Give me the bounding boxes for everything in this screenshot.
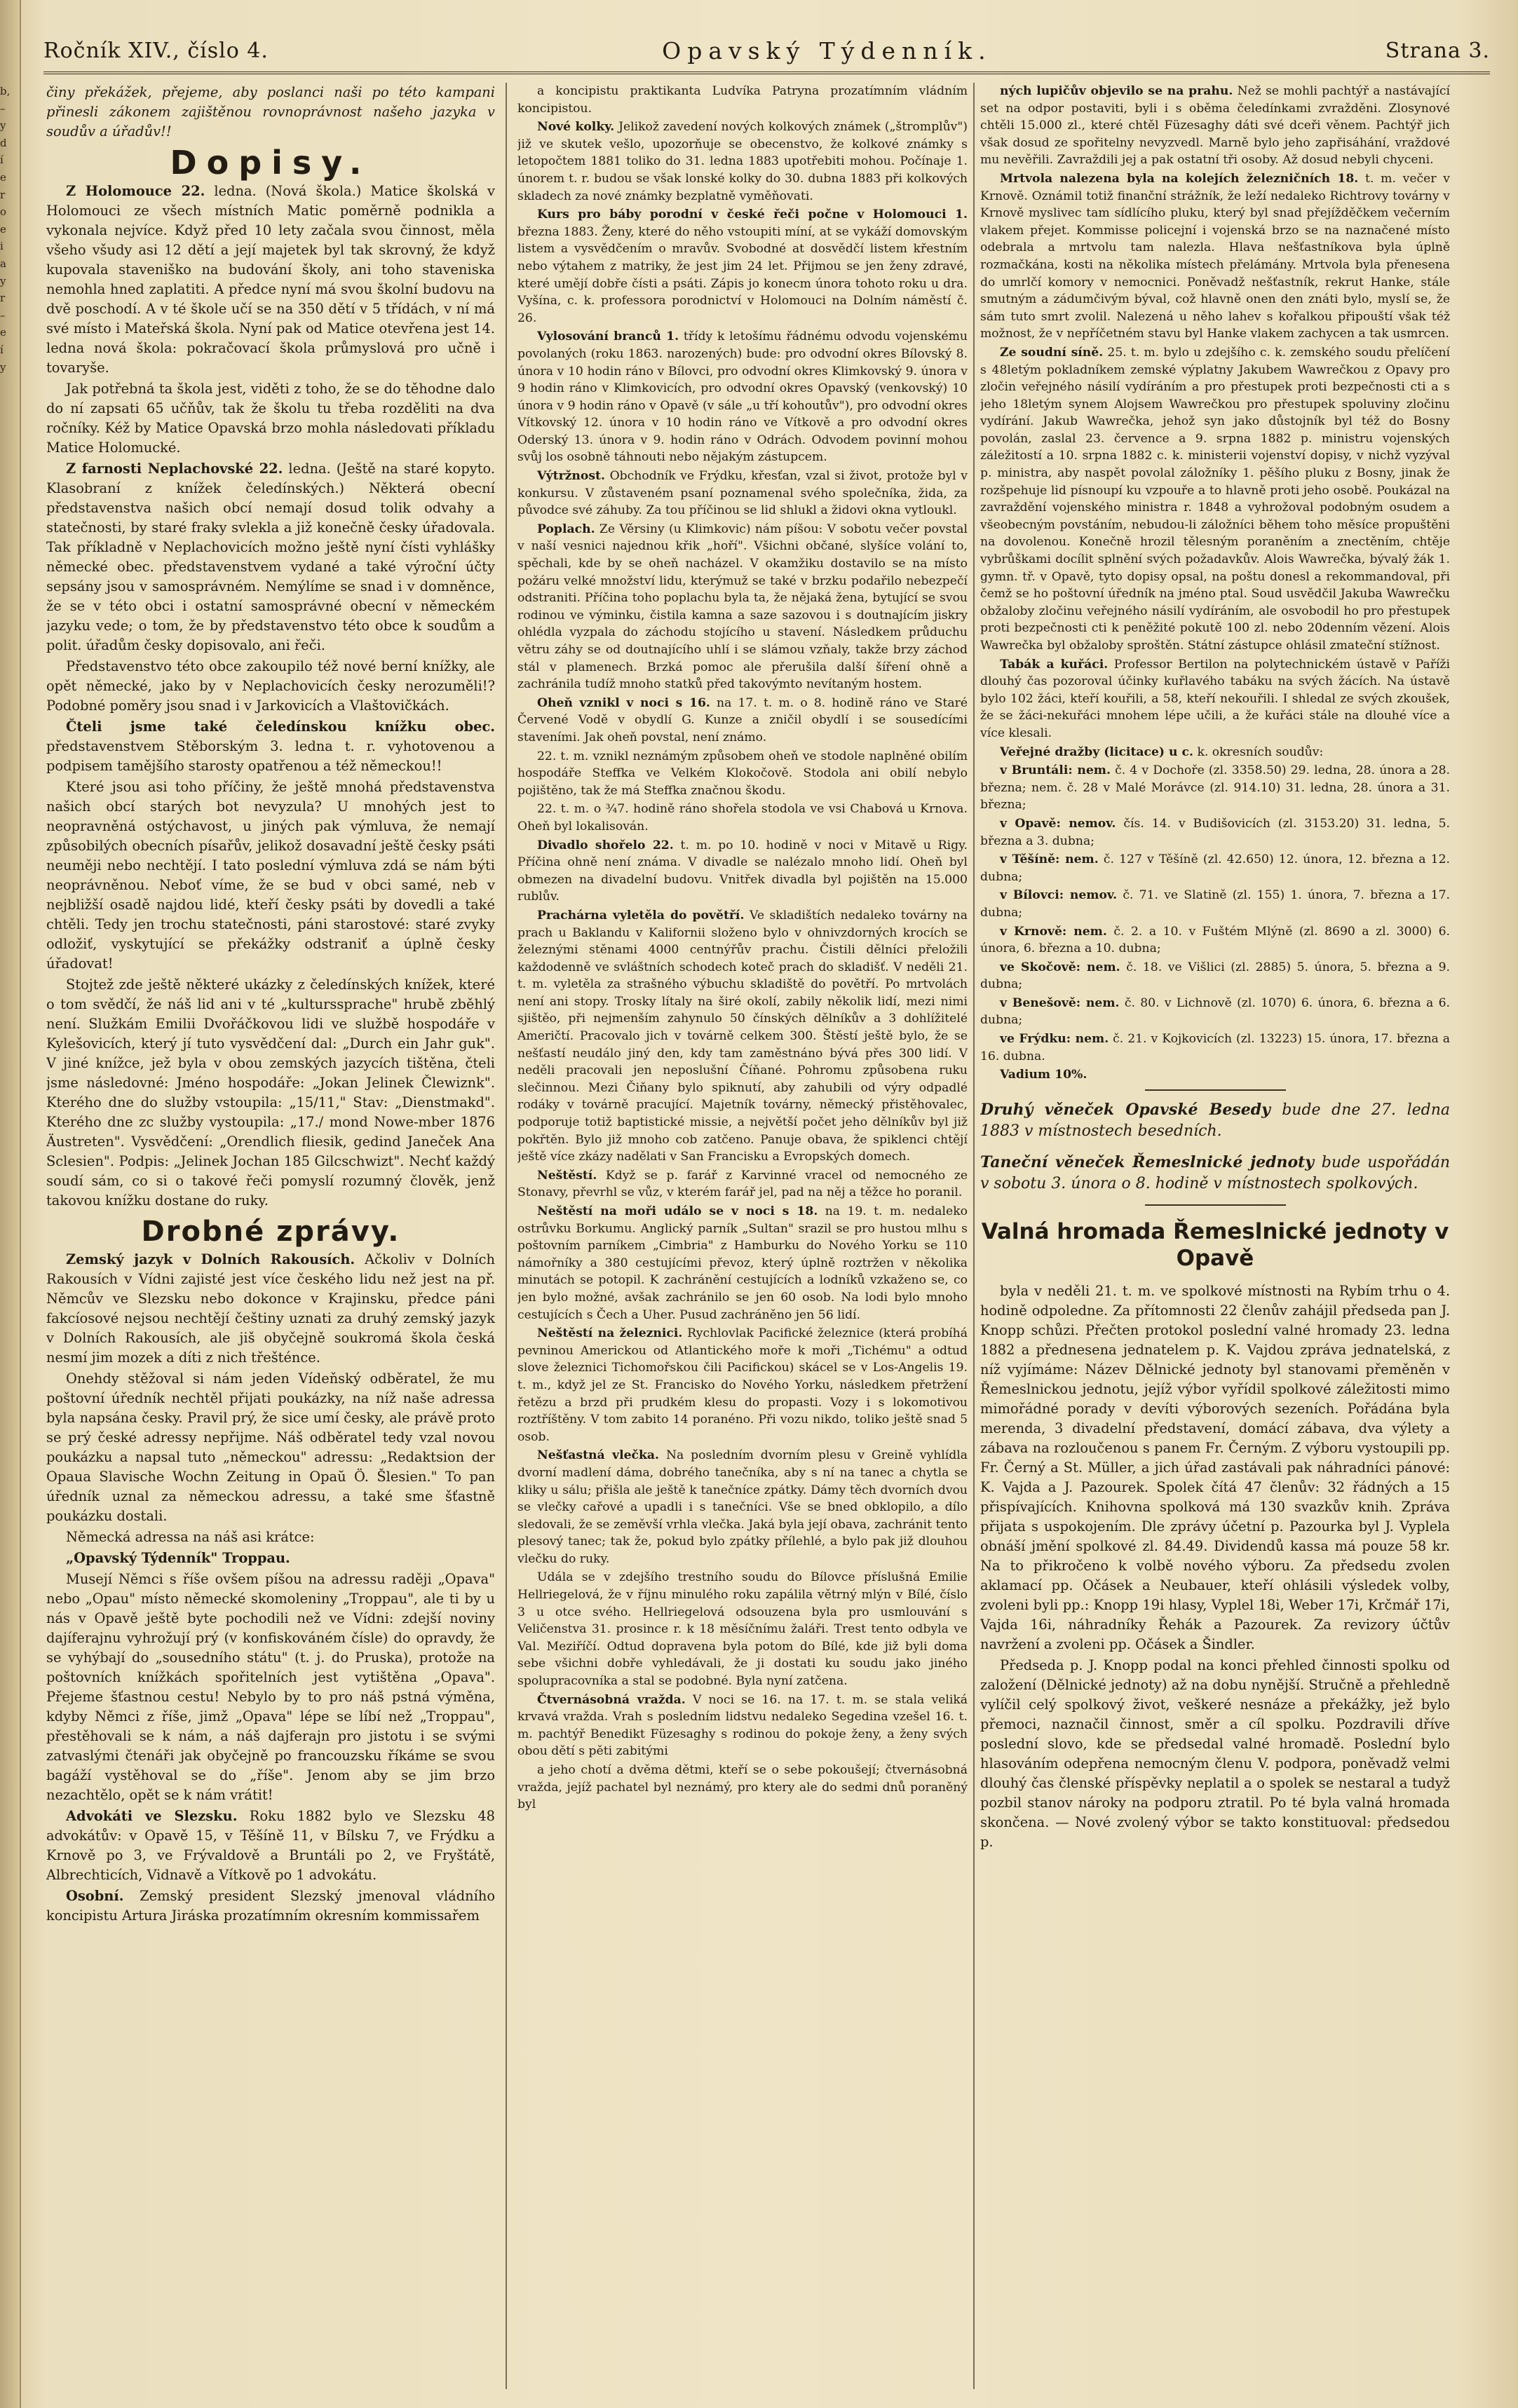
article-paragraph: Výtržnost. Obchodník ve Frýdku, křesťan, vzal si život, protože byl v konkursu. V zůstaveném psaní poznamenal svého společníka, žida, za původce své záhuby. Za tou příčinou se lid shlukl a židovi okna vytloukl. bbox=[517, 469, 968, 518]
article-paragraph: ve Frýdku: nem. č. 21. v Kojkovicích (zl. 13223) 15. února, 17. března a 16. dubna. bbox=[980, 1032, 1450, 1063]
article-paragraph: a jeho chotí a dvěma dětmi, kteří se o sebe pokoušejí; čtvernásobná vražda, jejíž pachatel byl neznámý, pro ktery ale do sedmi dnů poraněný byl bbox=[517, 1763, 968, 1812]
article-paragraph: Mrtvola nalezena byla na kolejích železničních 18. t. m. večer v Krnově. Oznámil totiž finanční strážník, že leží nedaleko Richtrovy továrny v Krnově myslivec tam sídlícího pluku, který byl snad přejížděčkem večerním vlakem přejet. Kommisse policejní i vojenská brzo se na naznačené místo odebrala a mrtvolu tam nalezla. Hlava nešťastníkova byla úplně rozmačkána, kosti na několika místech přelámány. Mrtvola byla přenesena do umrlčí komory v nemocnici. Poněvadž nešťastník, rekrut Hanke, stále smutným a zádumčivým býval, což hlavně onen den znáti bylo, myslí se, že sám tuto smrt zvolil. Nalezená u něho lahev s kořalkou připouští však též možnost, že v nepříčetném stavu byl Hanke vlakem zachycen a tak usmrcen. bbox=[980, 171, 1450, 341]
article-paragraph: v Krnově: nem. č. 2. a 10. v Fuštém Mlýně (zl. 8690 a zl. 3000) 6. února, 6. března a 10. dubna; bbox=[980, 924, 1450, 956]
edge-fragment: a bbox=[0, 257, 6, 270]
edge-fragment: i bbox=[0, 240, 4, 253]
article-paragraph: Nové kolky. Jelikož zavedení nových kolkových známek („štromplův") již ve skutek vešlo, upozorňuje se obecenstvo, že kolkové známky s letopočtem 1881 toliko do 31. ledna 1883 upotřebiti mohou. Počínaje 1. únorem t. r. budou se však lonské kolky do 30. dubna 1883 při kolkových skladech za nové známky bezplatně vyměňovati. bbox=[517, 120, 968, 203]
edge-fragment: y bbox=[0, 119, 6, 132]
edge-fragment: r bbox=[0, 188, 6, 201]
page-header bbox=[43, 29, 1490, 74]
article-paragraph: Oheň vznikl v noci s 16. na 17. t. m. o 8. hodině ráno ve Staré Červené Vodě v obydlí G. Kunze a zničil obydlí i se sousedícími staveními. Jak oheň povstal, není známo. bbox=[517, 695, 968, 744]
article-paragraph: Kurs pro báby porodní v české řeči počne v Holomouci 1. března 1883. Ženy, které do něho vstoupiti míní, at se vykáží domovským listem a vysvědčením o mravův. Svobodné at dosvědčí listem křestním nebo výtahem z matriky, že jest jim 24 let. Přijmou se jen ženy zdravé, které umějí dobře čísti a psáti. Zápis jo konecm února tohoto roku u dra. Vyšína, c. k. professora porodnictví v Holomouci na Dolním náměstí č. 26. bbox=[517, 208, 968, 325]
edge-fragment: b, bbox=[0, 85, 11, 97]
issue-info: Ročník XIV., číslo 4. bbox=[43, 38, 269, 63]
article-paragraph: Z farnosti Neplachovské 22. ledna. (Ještě na staré kopyto. Klasobraní z knížek čeledínských.) Některá obecní představenstva našich obcí nemají dosud tolik odvahy a statečnosti, by staré fraky svlekla a již konečně česky úřadovala. Tak příkladně v Neplachovicích možno ještě nyní čísti vyhlášky německé obec. představenstvem vydané a také výroční účty sepsány jsou v samosprávném. Nemýlíme se snad i v domněnce, že se v této obci i ostatní samosprávné obecní v německém jazyku vede; o tom, že by představenstvo této obce k soudům a polit. úřadům česky dopisovalo, ani řeči. bbox=[46, 460, 495, 653]
edge-fragment: í bbox=[0, 154, 4, 167]
valna-hromada-article bbox=[980, 1281, 1450, 1852]
separator-rule bbox=[1145, 1089, 1286, 1091]
article-paragraph: ných lupičův objevilo se na prahu. Než se mohli pachtýř a nastávající set na odpor postaviti, byli i s oběma čeledínkami zvražděni. Zlosynové chtěli 15.000 zl., které chtěl Füzesaghy dáti své dceři věnem. Pachtýř jich však dosud ze spořitelny nevyzvedl. Marně bylo jeho zapřisáhání, vraždové mu nevěřili. Zavraždili jej a pak ostatní tři osoby. Až dosud nebyli chyceni. bbox=[980, 84, 1450, 168]
article-paragraph: Čteli jsme také čeledínskou knížku obec. představenstvem Stěborským 3. ledna t. r. vyhotovenou a podpisem tamějšího starosty opatřenou a též německou!! bbox=[46, 718, 495, 774]
column-2 bbox=[517, 83, 968, 2389]
article-paragraph: v Bruntáli: nem. č. 4 v Dochoře (zl. 3358.50) 29. ledna, 28. února a 28. března; nem. č. 28 v Malé Morávce (zl. 914.10) 31. ledna, 28. února a 31. března; bbox=[980, 763, 1450, 812]
article-paragraph: a koncipistu praktikanta Ludvíka Patryna prozatímním vládním koncipistou. bbox=[517, 84, 968, 116]
edge-fragment: – bbox=[0, 102, 6, 115]
edge-fragment: y bbox=[0, 274, 6, 287]
previous-page-edge-text bbox=[0, 83, 24, 376]
edge-fragment: í bbox=[0, 343, 4, 356]
article-paragraph: Onehdy stěžoval si nám jeden Vídeňský odběratel, že mu poštovní úředník nechtěl přijati poukázky, na níž naše adressa byla napsána česky. Pravil prý, že sice umí česky, ale právě proto se prý české adressy nepřijme. Náš odběratel tedy vzal novou poukázku a napsal tuto „německou" adressu: „Redaktsion der Opaua Slavische Wochn Zeitung in Opaŭ Ö. Šlesien." To pan úředník uznal za německou adressu, a také sme šťastně poukázku dostali. bbox=[46, 1370, 495, 1525]
section-title-valna-hromada: Valná hromada Řemeslnické jednoty v Opavě bbox=[981, 1218, 1449, 1271]
edge-fragment: e bbox=[0, 170, 6, 184]
article-paragraph: Německá adressa na náš asi krátce: bbox=[66, 1529, 315, 1546]
article-paragraph: Představenstvo této obce zakoupilo též nové berní knížky, ale opět německé, jako by v Neplachovicích česky nerozuměli!? Podobné poměry jsou snad i v Jarkovicích a Vlaštovičkách. bbox=[46, 658, 495, 714]
article-paragraph: Čtvernásobná vražda. V noci se 16. na 17. t. m. se stala veliká krvavá vražda. Vrah s posledním lidstvu nedaleko Segedina vzešel 16. t. m. pachtýř Benedikt Füzesaghy s rodinou do pokoje ženy, a ženy svých obou dětí s pěti zabitými bbox=[517, 1692, 968, 1759]
edge-fragment: e bbox=[0, 326, 6, 339]
article-paragraph: Neštěstí. Když se p. farář z Karvinné vracel od nemocného ze Stonavy, převrhl se vůz, v kterém farář jel, pad na něj a těžce ho poranil. bbox=[517, 1168, 968, 1200]
masthead-title: Opavský Týdenník. bbox=[662, 36, 992, 64]
section-title-dopisy: Dopisy. bbox=[170, 144, 372, 182]
article-paragraph: „Opavský Týdenník" Troppau. bbox=[66, 1550, 290, 1567]
article-paragraph: Které jsou asi toho příčiny, že ještě mnohá představenstva našich obcí starých bot nevyzula? U mnohých jest to neopravněná ostýchavost, u jiných pak výmluva, že nemají způsobilých obecních písařův, jelikož dosavadní ještě česky psáti neuměji nebo nechtějí. I tato poslední výmluva zdá se nám býti neoprávněnou. Neboť víme, že se bud v obci samé, neb v nejbližší osadě najdou lidé, kteří česky psáti by dovedli a také chtěli. Tedy jen trochu statečnosti, páni starostové: staré zvyky odložiť, vyskytující se překážky odstraniť a úplně česky úřadovat! bbox=[46, 778, 495, 972]
page-number: Strana 3. bbox=[1385, 38, 1490, 63]
article-paragraph: Veřejné dražby (licitace) u c. k. okresních soudův: bbox=[1000, 744, 1324, 759]
event-announcements bbox=[980, 1099, 1450, 1195]
article-paragraph: Jak potřebná ta škola jest, viděti z toho, že se do těhodne dalo do ní zapsati 65 učňův, tak že školu tu třeba rozděliti na dva ročníky. Kéž by Matice Opavská brzo mohla následovati příkladu Matice Holomucké. bbox=[46, 380, 495, 456]
section-title-drobne-zpravy: Drobné zprávy. bbox=[141, 1215, 400, 1248]
article-paragraph: 22. t. m. o ¾7. hodině ráno shořela stodola ve vsi Chabová u Krnova. Oheň byl lokalisován. bbox=[517, 802, 968, 834]
edge-fragment: y bbox=[0, 360, 6, 374]
drobne-zpravy-articles bbox=[46, 1250, 495, 1926]
article-paragraph: Neštěstí na železnici. Rychlovlak Pacifické železnice (která probíhá pevninou Americkou od Atlantického moře k moři „Tichému" a odtud slove železnici Tichomořskou čili Pacifickou) skácel se v Los-Angelis 19. t. m., když jel ze St. Francisko do Nového Yorku, následkem přetržení řetězu a brzd při prudkém klesu do propasti. Vozy i s lokomotivou roztříštěny. V tom zabito 14 poranéno. Při vozu nikdo, toliko ještě snad 5 osob. bbox=[517, 1326, 968, 1444]
article-paragraph: Advokáti ve Slezsku. Roku 1882 bylo ve Slezsku 48 advokátův: v Opavě 15, v Těšíně 11, v Bílsku 7, ve Frýdku a Krnově po 3, ve Frývaldově a Bruntáli po 2, ve Fryštátě, Albrechticích, Vidnavě a Vítkově po 1 advokátu. bbox=[46, 1808, 495, 1884]
edge-fragment: o bbox=[0, 205, 7, 219]
event-announcement: Taneční věneček Řemeslnické jednoty bude uspořádán v sobotu 3. února o 8. hodině v místnostech spolkových. bbox=[980, 1152, 1450, 1192]
article-paragraph: Musejí Němci s říše ovšem píšou na adressu raději „Opava" nebo „Opau" místo německé skomoleniny „Troppau", ale ti by u nás v Opavě ještě byte pochodili než ve Vídni: zdejší noviny dajíferajnu vyhrožují prý (v konfiskováném čísle) do opravdy, že se vyhýbají do „sousedního státu" (t. j. do Pruska), protože na poštovních knížkách spořitelních jest vytištěna „Opava". Přejeme šťastnou cestu! Nebylo by to pro náš pstná výměna, kdyby Němci z říše, jimž „Opava" lépe se líbí než „Troppau", přestěhovali se k nám, a náš dajferajn pro jistotu i se svými zatvaslými čtenáři jak obyčejně po francouzsku říkáme se svou bagáží vystěhoval se do „říše". Jenom aby se jim brzo nezachtělo, opět se k nám vrátit! bbox=[46, 1571, 495, 1804]
column-divider bbox=[506, 83, 507, 2389]
article-paragraph: Nešťastná vlečka. Na posledním dvorním plesu v Greině vyhlídla dvorní madlení dáma, dobrého tanečníka, aby s ní na tanec a chytla se kliky u sálu; přišla ale ještě k tanečníce zpátky. Dámy těch dvorních dvou se vlečky cařové a upadli i s tanečníci. Vše se bned obklopilo, a dílo sledovali, že se zeměvší vrhla vlečka. Jaká byla její obava, zachránit tento plesový tanec; tak že, pokud bylo zpátky přílehlé, a bylo pak již dlouhou vlečku do ruky. bbox=[517, 1448, 968, 1566]
event-announcement: Druhý věneček Opavské Besedy bude dne 27. ledna 1883 v místnostech besedních. bbox=[980, 1100, 1450, 1140]
article-paragraph: Divadlo shořelo 22. t. m. po 10. hodině v noci v Mitavě u Rigy. Příčina ohně není známa. V divadle se nalézalo mnoho lidí. Oheň byl obmezen na divadelní budovu. Vnitřek divadla byl pojištěn na 15.000 rublův. bbox=[517, 838, 968, 904]
article-paragraph: Ze soudní síně. 25. t. m. bylo u zdejšího c. k. zemského soudu přelíčení s 48letým pokladníkem zemské výplatny Jakubem Wawrečkou z Opavy pro zločin veřejného násilí vydíráním a pro přestupek proti bezpečnosti cti a s jeho 18letým synem Alojsem Wawrečkou pro přestupek spoluviny zločinu vydírání. Jakub Wawrečka, jehož syn jako důstojník byl též do Bosny povolán, zaslal 23. července a 9. srpna 1882 p. ministru vojenských záležitostí a 10. srpna 1882 c. k. ministerii vojenství dopisy, v nichž vyzýval p. ministra, aby naspět povolal záložníky 1. pěšího pluku z Bosny, jinak že rozšpehuje lid písnoupí ku vzpouře a to hlavně proti jeho osobě. Poukázal na zavraždění vojenského ministra r. 1848 a vyhrožoval podobným osudem a všeobecným povstáním, nebudou-li záložníci během toho měsíce propuštěni na dovolenou. Konečně hrozil tělesným poraněním a znectěním, chtěje vybrůškami docílit splnění svých požadavkův. Alois Wawrečka, bývalý žák 1. gymn. tř. v Opavě, tyto dopisy opsal, na poštu donesl a rekommandoval, při čemž se ho poštovní úředník na jméno ptal. Soud usvědčil Jakuba Wawrečku obžaloby zločinu veřejného násilí vydíráním, ale osvobodil ho pro přestupek proti bezpečnosti cti k peněžité pokutě 100 zl. nebo 20denním vězení. Alois Wawrečka byl obžaloby sproštěn. Státní zástupce ohlásil zmateční stížnost. bbox=[980, 345, 1450, 653]
article-paragraph: Předseda p. J. Knopp podal na konci přehled činnosti spolku od založení (Dělnické jednoty) až na dobu nynější. Stručně a přehledně vylíčil celý spolkový život, veškeré nesnáze a překážky, jež bylo přemoci, naznačil činnost, směr a cíl spolku. Pozdravili dříve poslední slovo, kde se předsedal valné hromadě. Poslední bylo hlasováním odepřena nemocným členu V. podpora, poněvadž velmi dlouhý čas členské příspěvky neplatil a o spolek se nestaral a tudyž pozbil stanov nároky na podporu ztratil. Po té byla valná hromada skončena. — Nové zvolený výbor se takto konstituoval: předsedou p. bbox=[980, 1657, 1450, 1850]
news-articles bbox=[517, 83, 968, 1814]
article-paragraph: Vylosování branců 1. třídy k letošímu řádnému odvodu vojenskému povolaných (roku 1863. narozených) bude: pro odvodní okres Bílovský 8. února v 10 hodin ráno v Bílovci, pro odvodní okres Klimkovský 9. února v 9 hodin ráno v Klimkovicích, pro odvodní okres Opavský (venkovský) 10 února v 9 hodin ráno v Opavě (v sále „u tří kohoutův"), pro odvodní okres Vítkovský 12. února v 10 hodin ráno ve Vítkově a pro odvodní okres Oderský 13. února v 9. hodin ráno v Odrách. Odvodem povinní mohou svůj los osobně táhnouti nebo nějakým zástupcem. bbox=[517, 329, 968, 465]
article-paragraph: Neštěstí na moři událo se v noci s 18. na 19. t. m. nedaleko ostrůvku Borkumu. Anglický parník „Sultan" srazil se pro hustou mlhu s poštovním parníkem „Cimbria" z Hamburku do Nového Yorku se 110 námořníky a 380 cestujícími převoz, který úplně roztržen v několika minutách se potopil. K zachránění cestujících a lodníků vzkaženo se, co jen bylo možné, avšak zachránilo se jen 60 osob. Na lodi bylo mnoho cestujících s Čech a Uher. Pusud zachráněno jen 56 lidí. bbox=[517, 1204, 968, 1322]
article-paragraph: v Opavě: nemov. čís. 14. v Budišovicích (zl. 3153.20) 31. ledna, 5. března a 3. dubna; bbox=[980, 816, 1450, 848]
intro-paragraph: činy překážek, přejeme, aby poslanci naši po této kampani přinesli zákonem zajištěnou rovnoprávnost našeho jazyka v soudův a úřadův!! bbox=[46, 84, 495, 140]
article-paragraph: v Bílovci: nemov. č. 71. ve Slatině (zl. 155) 1. února, 7. března a 17. dubna; bbox=[980, 888, 1450, 920]
separator-rule bbox=[1145, 1204, 1286, 1206]
article-paragraph: Vadium 10%. bbox=[1000, 1068, 1087, 1082]
article-paragraph: 22. t. m. vznikl neznámým způsobem oheň ve stodole naplněné obilím hospodáře Steffka ve Velkém Klokočově. Stodola ani obilí nebylo pojištěno, tak že má Steffka značnou škodu. bbox=[517, 749, 968, 798]
edge-fragment: d bbox=[0, 136, 7, 149]
article-paragraph: Udála se v zdejšího trestního soudu do Bílovce příslušná Emilie Hellriegelová, že v říjnu minulého roku zapálila větrný mlýn v Bílé, číslo 3 u otce svého. Hellriegelová odsouzena byla pro usmlouvání s Veličenstva 31. prosince r. k 18 měsíčnímu žaláři. Trest tento odbyla ve Val. Meziříčí. Odtud dopravena byla potom do Bílé, kde již byli doma sebe všichni dobře vyhledávali, že ji dostati ku soudu jako jiného spolupracovníka a stal se podobné. Byla nyní zatčena. bbox=[517, 1570, 968, 1689]
edge-fragment: r bbox=[0, 292, 6, 305]
edge-fragment: – bbox=[0, 308, 6, 322]
column-1 bbox=[46, 83, 495, 2389]
article-paragraph: v Benešově: nem. č. 80. v Lichnově (zl. 1070) 6. února, 6. března a 6. dubna; bbox=[980, 995, 1450, 1028]
article-paragraph: Poplach. Ze Věrsiny (u Klimkovic) nám píšou: V sobotu večer povstal v naší vesnici najednou křik „hoří". Všichni občané, slyšíce volání to, spěchali, kde by se oheň nacházel. V okamžiku dostavilo se na místo požáru velké množství lidu, kterýmuž se také v brzku podařilo nebezpečí odstraniti. Příčina toho poplachu byla ta, že nějaká žena, bytující se svou rodinou ve výminku, čistila kamna a saze sazovou i s doutnajícím jiskry ohlédla vyzpala do záchodu stojícího u stavení. Následkem průduchu větru záhy se od doutnajícího uhlí i se slámou vzňaly, takže brzy záchod stál v plamenech. Brzká pomoc ale přerušila další šíření ohně a zachránila tudíž mnoho statků před takovýmto nevítaným hostem. bbox=[517, 522, 968, 692]
article-paragraph: Osobní. Zemský president Slezský jmenoval vládního koncipistu Artura Jiráska prozatímním okresním kommissařem bbox=[46, 1888, 495, 1924]
news-articles-continued bbox=[980, 83, 1450, 1084]
article-paragraph: ve Skočově: nem. č. 18. ve Višlici (zl. 2885) 5. února, 5. března a 9. dubna; bbox=[980, 960, 1450, 992]
article-paragraph: Zemský jazyk v Dolních Rakousích. Ačkoliv v Dolních Rakousích v Vídni zajisté jest více českého lidu než jest na př. Němcův ve Slezsku nebo dokonce v Krajinsku, předce páni fakcíosové nejsou nechtějí češtiny uznati za druhý zemský jazyk v Dolních Rakousích, ale jiš obyčejně soukromá škola česká nesmí jim mozek a díti z nich třešténce. bbox=[46, 1251, 495, 1366]
column-divider bbox=[973, 83, 975, 2389]
article-paragraph: Tabák a kuřáci. Professor Bertilon na polytechnickém ústavě v Paříži dlouhý čas pozoroval účinky kuřlavého tabáku na svých žácích. Na ústavě bylo 102 žáci, kteří kouřili, a 58, kteří nekouřili. I shledal ze svých zkoušek, že se žáci-nekuřáci mnohem lépe učili, a že kuřáci stále na dlouhé více a více klesali. bbox=[980, 657, 1450, 740]
dopisy-articles bbox=[46, 182, 495, 1211]
edge-fragment: e bbox=[0, 222, 6, 236]
article-paragraph: Prachárna vyletěla do povětří. Ve skladištích nedaleko továrny na prach u Baklandu v Kalifornii složeno bylo v ohnivzdorných krocích se železnými stěnami 4000 centnýřův prachu. Čistili dělníci přeložili každodenně ve svláštních schodech koteč prach do skladišť. V neděli 21. t. m. vyletěla za strašného výbuchu skladiště do povětří. Po mrtvolách není ani stopy. Trosky lítaly na širé okolí, zabily několik lidí, mezi nimi sjištěo, při nejmenším zahynulo 50 čínských dělníkův a 3 dohlížitelé Američtí. Pracovalo jich v továrně celkem 300. Štěstí ještě bylo, že se nešťastí neudálo jiný den, kdy tam zaměstnáno bývá přes 300 lidí. V neděli pracovali jen neposlušní Číňané. Pohromu způsobena ruku slečinnou. Mezi Čiňany bylo spiknutí, aby zahubili od výry odpadlé rodáky v továrně pracující. Majetník továrny, německý přistěhovalec, podporuje totiž baptistické missie, a největší počet jeho dělníkův byl již pokřtěn. Bylo již mnoho cob zatčeno. Panuje obava, že spiklenci chtějí ještě více zkázy nadělati v San Francisku a Evropských domech. bbox=[517, 908, 968, 1164]
column-3 bbox=[980, 83, 1450, 2389]
article-paragraph: Stojtež zde ještě některé ukázky z čeledínských knížek, které o tom svědčí, že náš lid ani v té „kulturssprache" hrubě zběhlý není. Služkám Emilii Dvořáčkovou lidi ve službě hospodáře v Kylešovicích, který jí tuto vysvědčení dal: „Durch ein Jahr guk". V jiné knížce, jež byla v obou zemských jazycích tištěna, čteli jsme následovné: Jméno hospodáře: „Jokan Jelinek Člewiznk". Kterého dne do služby vstoupila: „15/11‚" Stav: „Dienstmakd". Kterého dne zc služby vystoupila: „17./ mond Nowe-mber 1876 Äustreten". Vysvědčení: „Orendlich fliesik, gedind Janeček Ana Sclesien". Podpis: „Jelinek Jochan 185 Gilcschwizt". Nechť každý soudí sám, co si o takové řeči pomyslí rozumný člověk, jenž takovou knížku dostane do ruky. bbox=[46, 976, 495, 1209]
article-paragraph: v Těšíně: nem. č. 127 v Těšíně (zl. 42.650) 12. února, 12. března a 12. dubna; bbox=[980, 852, 1450, 884]
article-paragraph: byla v neděli 21. t. m. ve spolkové místnosti na Rybím trhu o 4. hodině odpoledne. Za přítomnosti 22 členův zahájil předseda pan J. Knopp schůzi. Přečten protokol poslední valné hromady 23. ledna 1882 a přednesena jednatelem p. K. Vajdou zpráva jednatelská, z níž vyjímáme: Název Dělnické jednoty byl stanovami přeměněn v Řemeslnickou jednotu, jejíž výbor vyřídil spolkové záležitosti mimo mimořádné porady v devíti výborových sezeních. Pořádána byla merenda, 3 divadelní představení, domácí zábava, dva výlety a zábava na rozloučenou s panem Fr. Černým. Z výboru vystoupili pp. Fr. Černý a St. Müller, a jich úřad zastávali pak náhradníci pánové: K. Vajda a J. Pazourek. Spolek čítá 47 členův: 32 řádných a 15 přispívajících. Knihovna spolková má 130 svazkův knih. Zpráva přijata s uspokojením. Dle zprávy účetní p. Pazourka byl J. Vyplela obnáší jmění spolkové zl. 84.49. Dividendů kassa má pouze 58 kr. Na to přikročeno k volbě nového výboru. Za předsedu zvolen aklamací pp. Očásek a Neubauer, kteří ohlásili výsledek volby, zvoleni byli pp.: Knopp 19i hlasy, Vyplel 18i, Weber 17i, Krčmář 17i, Vajda 16i, náhradníky Řehák a Pazourek. Za revizory účtův navržení a zvoleni pp. Očásek a Šindler. bbox=[980, 1282, 1450, 1652]
article-paragraph: Z Holomouce 22. ledna. (Nová škola.) Matice školská v Holomouci ze všech místních Matic poměrně podnikla a vykonala nejvíce. Když před 10 lety začala svou činnost, měla všeho všudy asi 12 dětí a její majetek byl tak skrovný, že když kupovala staveniško na budování školy, ani toho staveniska nemohla hned zaplatiti. A předce nyní má svou školní budovu na dvě poschodí. A v té škole učí se na 350 dětí v 5 třídách, v ní má své místo i Mateřská škola. Nyní pak od Matice otevřena jest 14. ledna nová škola: pokračovací škola průmyslová pro učně i tovaryše. bbox=[46, 182, 495, 376]
